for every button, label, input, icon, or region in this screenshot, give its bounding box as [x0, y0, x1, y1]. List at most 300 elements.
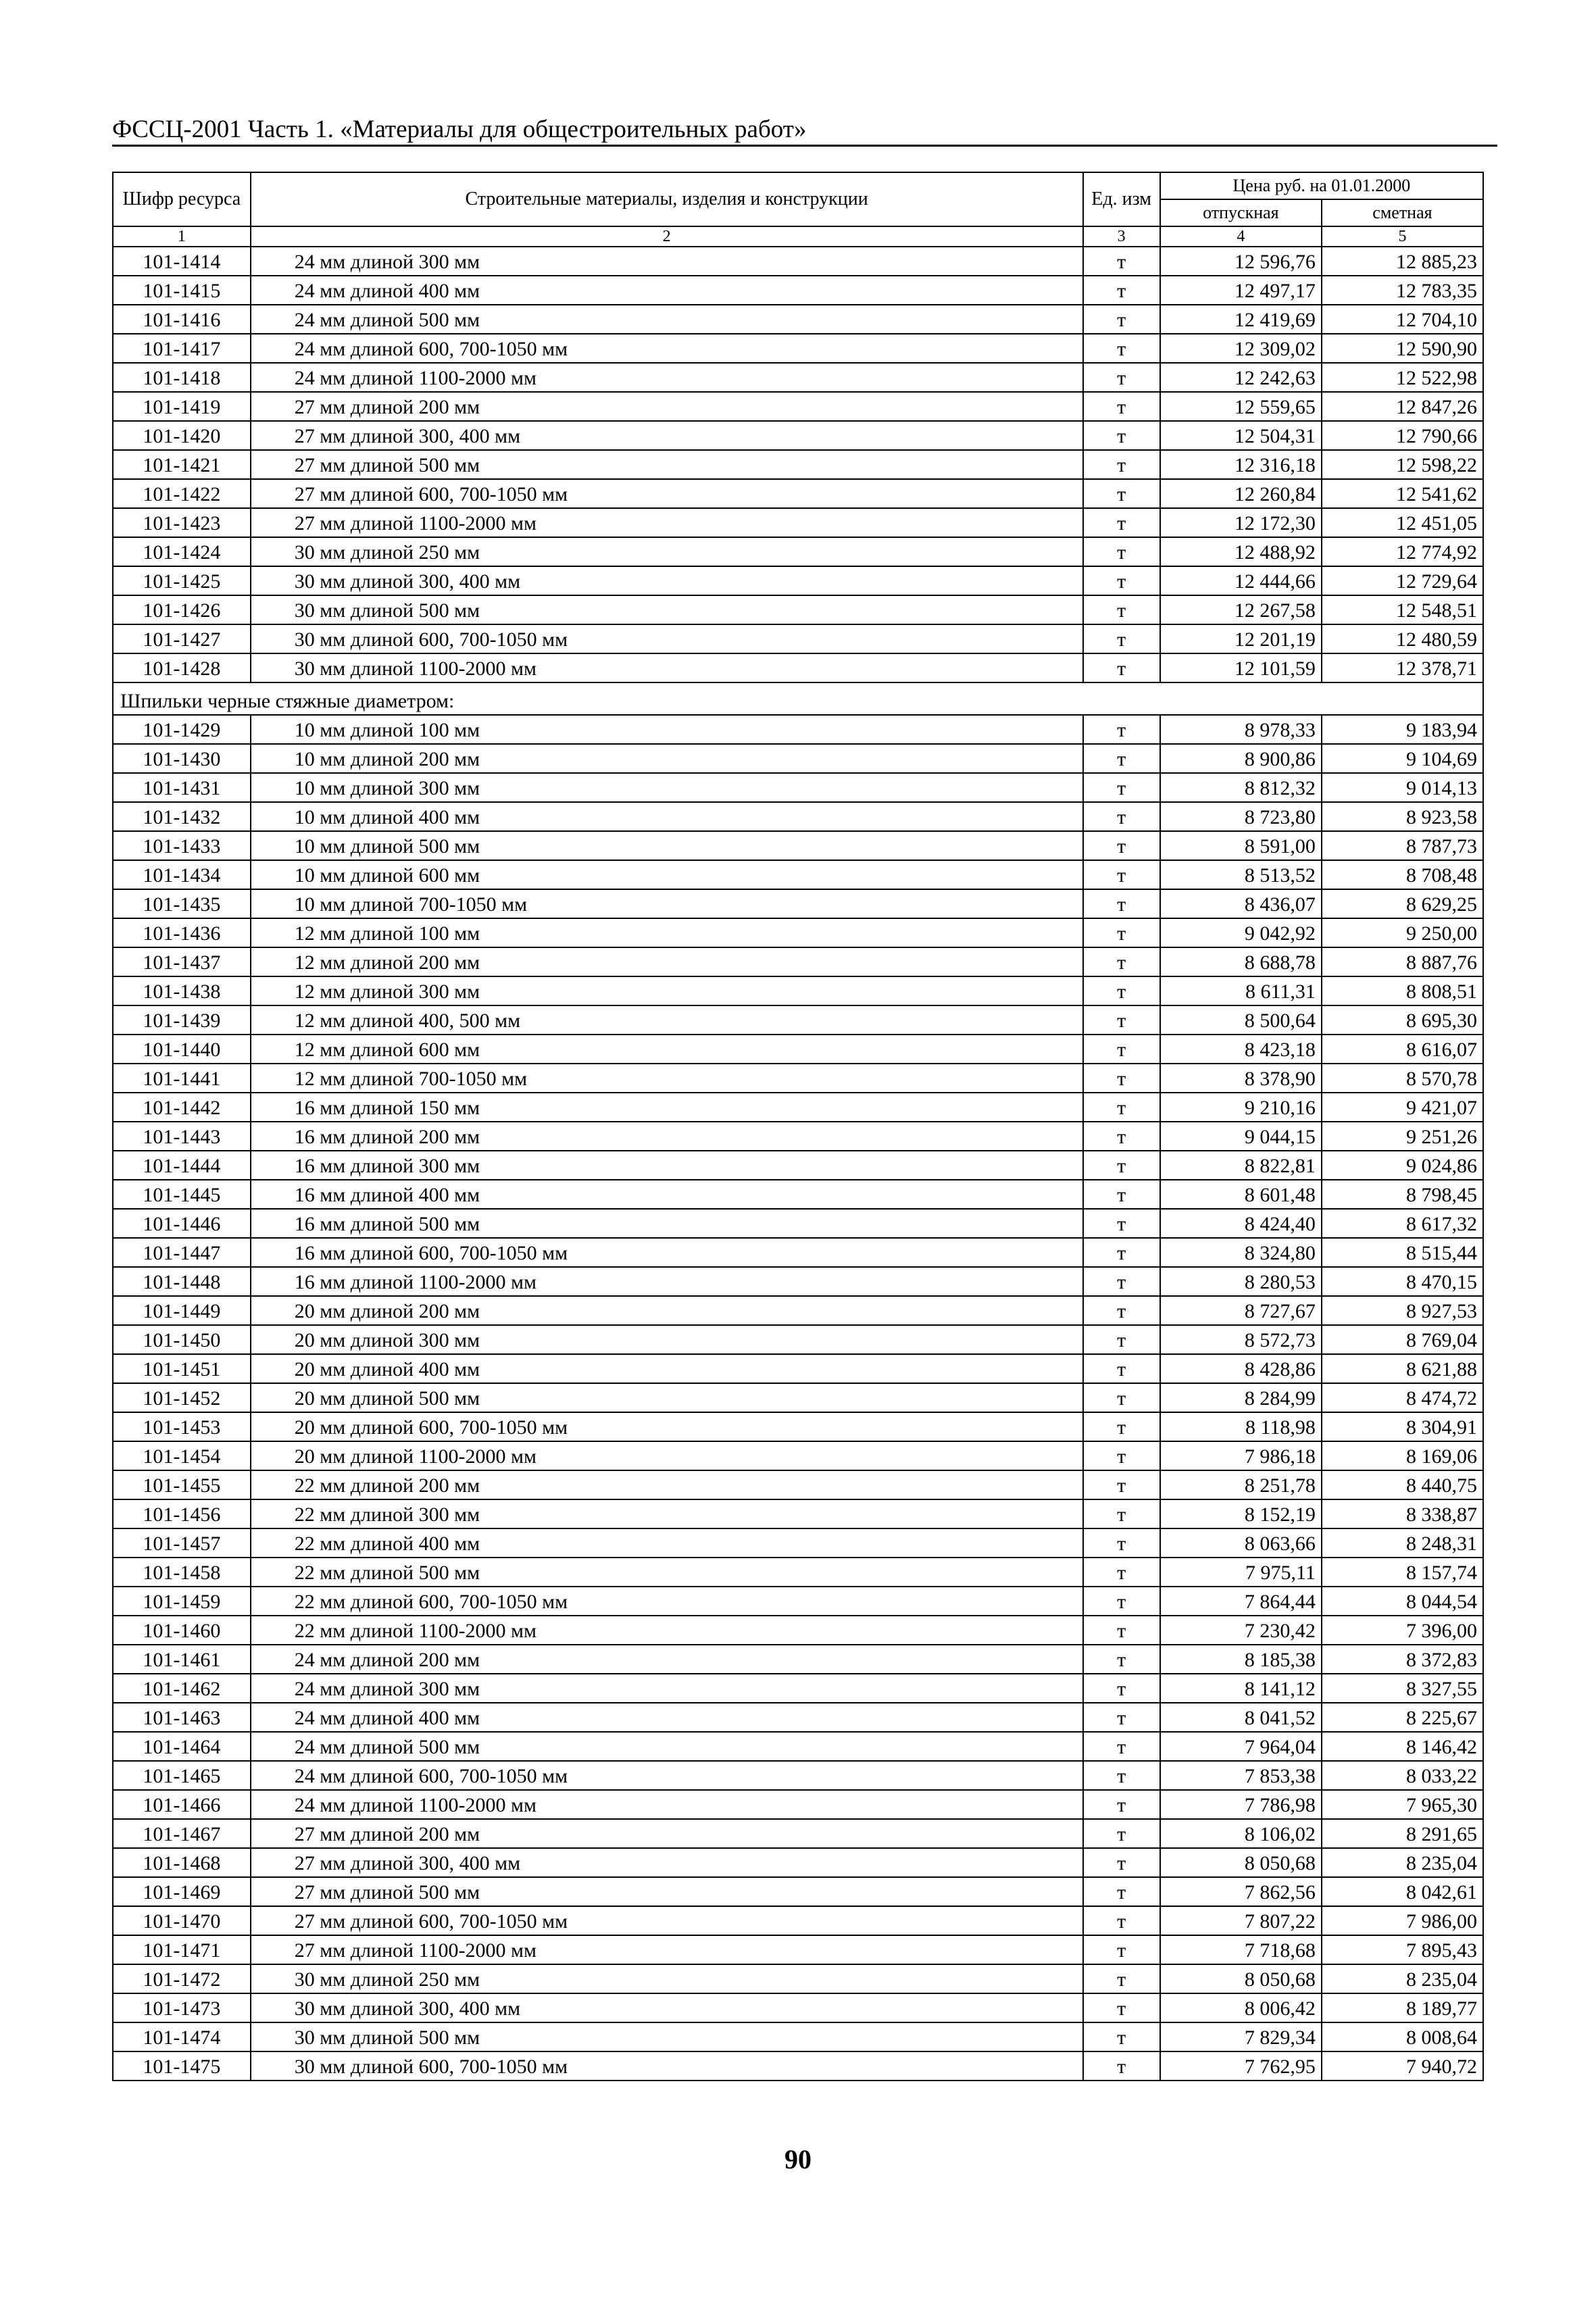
cell-unit: т	[1083, 1877, 1160, 1906]
cell-unit: т	[1083, 479, 1160, 508]
cell-release-price: 7 975,11	[1160, 1558, 1322, 1587]
cell-unit: т	[1083, 918, 1160, 947]
cell-estimate-price: 8 146,42	[1322, 1732, 1483, 1761]
cell-code: 101-1460	[113, 1616, 251, 1645]
cell-estimate-price: 8 044,54	[1322, 1587, 1483, 1616]
cell-name: 20 мм длиной 500 мм	[251, 1383, 1083, 1412]
cell-unit: т	[1083, 624, 1160, 653]
cell-release-price: 8 978,33	[1160, 715, 1322, 744]
table-row	[113, 1035, 1483, 1064]
cell-release-price: 8 601,48	[1160, 1180, 1322, 1209]
column-number-row	[113, 226, 1483, 247]
cell-estimate-price: 8 787,73	[1322, 831, 1483, 860]
table-row	[113, 976, 1483, 1005]
table-row	[113, 1906, 1483, 1935]
cell-code: 101-1474	[113, 2022, 251, 2051]
cell-code: 101-1432	[113, 802, 251, 831]
page-header: ФССЦ-2001 Часть 1. «Материалы для общестроительных работ»	[112, 116, 807, 143]
cell-unit: т	[1083, 1180, 1160, 1209]
cell-release-price: 12 497,17	[1160, 276, 1322, 305]
cell-code: 101-1428	[113, 653, 251, 682]
section-title: Шпильки черные стяжные диаметром:	[113, 682, 1483, 715]
cell-unit: т	[1083, 1848, 1160, 1877]
table-row	[113, 1209, 1483, 1238]
cell-unit: т	[1083, 2051, 1160, 2081]
cell-release-price: 12 419,69	[1160, 305, 1322, 334]
cell-estimate-price: 8 169,06	[1322, 1441, 1483, 1470]
cell-code: 101-1442	[113, 1093, 251, 1122]
cell-name: 30 мм длиной 250 мм	[251, 537, 1083, 566]
cell-code: 101-1464	[113, 1732, 251, 1761]
table-row	[113, 1238, 1483, 1267]
cell-unit: т	[1083, 1616, 1160, 1645]
cell-unit: т	[1083, 831, 1160, 860]
cell-release-price: 8 378,90	[1160, 1064, 1322, 1093]
cell-release-price: 8 324,80	[1160, 1238, 1322, 1267]
cell-release-price: 12 172,30	[1160, 508, 1322, 537]
cell-name: 27 мм длиной 1100-2000 мм	[251, 1935, 1083, 1964]
table-row	[113, 1325, 1483, 1354]
cell-estimate-price: 8 515,44	[1322, 1238, 1483, 1267]
table-row	[113, 1790, 1483, 1819]
table-row	[113, 1703, 1483, 1732]
cell-code: 101-1465	[113, 1761, 251, 1790]
cell-estimate-price: 12 774,92	[1322, 537, 1483, 566]
cell-code: 101-1443	[113, 1122, 251, 1151]
cell-name: 30 мм длиной 1100-2000 мм	[251, 653, 1083, 682]
table-row	[113, 1383, 1483, 1412]
cell-unit: т	[1083, 773, 1160, 802]
table-row	[113, 1354, 1483, 1383]
cell-release-price: 8 822,81	[1160, 1151, 1322, 1180]
cell-unit: т	[1083, 802, 1160, 831]
cell-unit: т	[1083, 744, 1160, 773]
cell-code: 101-1473	[113, 1993, 251, 2022]
cell-name: 10 мм длиной 500 мм	[251, 831, 1083, 860]
cell-estimate-price: 8 338,87	[1322, 1499, 1483, 1528]
cell-unit: т	[1083, 1151, 1160, 1180]
table-row	[113, 1674, 1483, 1703]
cell-release-price: 8 280,53	[1160, 1267, 1322, 1296]
cell-release-price: 8 423,18	[1160, 1035, 1322, 1064]
cell-release-price: 8 428,86	[1160, 1354, 1322, 1383]
header-code: Шифр ресурса	[113, 172, 251, 226]
table-row	[113, 773, 1483, 802]
page-number: 90	[784, 2144, 812, 2174]
cell-name: 16 мм длиной 150 мм	[251, 1093, 1083, 1122]
cell-unit: т	[1083, 2022, 1160, 2051]
table-row	[113, 276, 1483, 305]
cell-code: 101-1458	[113, 1558, 251, 1587]
cell-name: 10 мм длиной 700-1050 мм	[251, 889, 1083, 918]
cell-release-price: 8 284,99	[1160, 1383, 1322, 1412]
cell-release-price: 12 309,02	[1160, 334, 1322, 363]
header-price-group: Цена руб. на 01.01.2000	[1160, 172, 1483, 199]
cell-code: 101-1451	[113, 1354, 251, 1383]
cell-code: 101-1441	[113, 1064, 251, 1093]
cell-name: 24 мм длиной 300 мм	[251, 247, 1083, 276]
cell-name: 12 мм длиной 300 мм	[251, 976, 1083, 1005]
cell-name: 27 мм длиной 600, 700-1050 мм	[251, 479, 1083, 508]
cell-name: 24 мм длиной 600, 700-1050 мм	[251, 1761, 1083, 1790]
cell-name: 20 мм длиной 300 мм	[251, 1325, 1083, 1354]
cell-code: 101-1449	[113, 1296, 251, 1325]
table-row	[113, 918, 1483, 947]
cell-unit: т	[1083, 305, 1160, 334]
cell-release-price: 8 041,52	[1160, 1703, 1322, 1732]
cell-release-price: 8 688,78	[1160, 947, 1322, 976]
cell-release-price: 12 444,66	[1160, 566, 1322, 595]
cell-release-price: 8 723,80	[1160, 802, 1322, 831]
table-row	[113, 2022, 1483, 2051]
cell-release-price: 9 042,92	[1160, 918, 1322, 947]
cell-estimate-price: 12 790,66	[1322, 421, 1483, 450]
cell-estimate-price: 7 895,43	[1322, 1935, 1483, 1964]
cell-estimate-price: 12 729,64	[1322, 566, 1483, 595]
cell-unit: т	[1083, 1935, 1160, 1964]
table-row	[113, 595, 1483, 624]
cell-release-price: 12 596,76	[1160, 247, 1322, 276]
cell-estimate-price: 12 783,35	[1322, 276, 1483, 305]
cell-estimate-price: 12 704,10	[1322, 305, 1483, 334]
cell-name: 27 мм длиной 500 мм	[251, 1877, 1083, 1906]
cell-code: 101-1438	[113, 976, 251, 1005]
cell-release-price: 8 727,67	[1160, 1296, 1322, 1325]
table-row	[113, 1093, 1483, 1122]
cell-release-price: 7 762,95	[1160, 2051, 1322, 2081]
cell-code: 101-1437	[113, 947, 251, 976]
cell-name: 12 мм длиной 100 мм	[251, 918, 1083, 947]
cell-code: 101-1446	[113, 1209, 251, 1238]
cell-name: 24 мм длиной 1100-2000 мм	[251, 363, 1083, 392]
cell-name: 24 мм длиной 600, 700-1050 мм	[251, 334, 1083, 363]
cell-unit: т	[1083, 363, 1160, 392]
cell-name: 16 мм длиной 300 мм	[251, 1151, 1083, 1180]
cell-release-price: 8 812,32	[1160, 773, 1322, 802]
cell-name: 16 мм длиной 200 мм	[251, 1122, 1083, 1151]
cell-unit: т	[1083, 595, 1160, 624]
table-row	[113, 363, 1483, 392]
cell-name: 20 мм длиной 400 мм	[251, 1354, 1083, 1383]
cell-unit: т	[1083, 976, 1160, 1005]
cell-name: 24 мм длиной 500 мм	[251, 305, 1083, 334]
table-row	[113, 1151, 1483, 1180]
cell-unit: т	[1083, 450, 1160, 479]
cell-code: 101-1445	[113, 1180, 251, 1209]
cell-name: 24 мм длиной 400 мм	[251, 1703, 1083, 1732]
cell-estimate-price: 12 451,05	[1322, 508, 1483, 537]
header-release-price: отпускная	[1160, 199, 1322, 226]
table-row	[113, 802, 1483, 831]
cell-estimate-price: 12 548,51	[1322, 595, 1483, 624]
cell-estimate-price: 8 008,64	[1322, 2022, 1483, 2051]
cell-name: 24 мм длиной 300 мм	[251, 1674, 1083, 1703]
cell-unit: т	[1083, 1558, 1160, 1587]
cell-release-price: 12 316,18	[1160, 450, 1322, 479]
cell-estimate-price: 8 372,83	[1322, 1645, 1483, 1674]
cell-unit: т	[1083, 1499, 1160, 1528]
table-row	[113, 1441, 1483, 1470]
cell-code: 101-1457	[113, 1528, 251, 1558]
cell-unit: т	[1083, 1674, 1160, 1703]
cell-estimate-price: 8 189,77	[1322, 1993, 1483, 2022]
cell-code: 101-1468	[113, 1848, 251, 1877]
cell-name: 22 мм длиной 300 мм	[251, 1499, 1083, 1528]
cell-release-price: 12 559,65	[1160, 392, 1322, 421]
cell-release-price: 7 986,18	[1160, 1441, 1322, 1470]
table-row	[113, 1412, 1483, 1441]
cell-estimate-price: 9 421,07	[1322, 1093, 1483, 1122]
cell-name: 30 мм длиной 600, 700-1050 мм	[251, 624, 1083, 653]
cell-release-price: 8 050,68	[1160, 1964, 1322, 1993]
table-row	[113, 1761, 1483, 1790]
cell-release-price: 9 210,16	[1160, 1093, 1322, 1122]
cell-unit: т	[1083, 392, 1160, 421]
cell-code: 101-1426	[113, 595, 251, 624]
cell-name: 24 мм длиной 400 мм	[251, 276, 1083, 305]
header-rule	[112, 145, 1497, 147]
cell-estimate-price: 8 327,55	[1322, 1674, 1483, 1703]
cell-estimate-price: 12 885,23	[1322, 247, 1483, 276]
table-row	[113, 1064, 1483, 1093]
table-row	[113, 624, 1483, 653]
cell-name: 27 мм длиной 200 мм	[251, 392, 1083, 421]
cell-name: 12 мм длиной 400, 500 мм	[251, 1005, 1083, 1035]
cell-name: 10 мм длиной 600 мм	[251, 860, 1083, 889]
cell-estimate-price: 12 522,98	[1322, 363, 1483, 392]
cell-name: 22 мм длиной 600, 700-1050 мм	[251, 1587, 1083, 1616]
cell-estimate-price: 8 304,91	[1322, 1412, 1483, 1441]
table-row	[113, 1877, 1483, 1906]
cell-name: 12 мм длиной 700-1050 мм	[251, 1064, 1083, 1093]
cell-code: 101-1421	[113, 450, 251, 479]
cell-unit: т	[1083, 1906, 1160, 1935]
table-body-part-2	[113, 715, 1483, 2081]
table-row	[113, 860, 1483, 889]
cell-release-price: 8 106,02	[1160, 1819, 1322, 1848]
cell-name: 30 мм длиной 500 мм	[251, 2022, 1083, 2051]
cell-name: 10 мм длиной 300 мм	[251, 773, 1083, 802]
cell-estimate-price: 8 235,04	[1322, 1964, 1483, 1993]
cell-release-price: 8 006,42	[1160, 1993, 1322, 2022]
table-header	[113, 172, 1483, 247]
table-row	[113, 715, 1483, 744]
cell-unit: т	[1083, 537, 1160, 566]
cell-name: 27 мм длиной 200 мм	[251, 1819, 1083, 1848]
cell-name: 22 мм длиной 500 мм	[251, 1558, 1083, 1587]
cell-unit: т	[1083, 1645, 1160, 1674]
cell-code: 101-1444	[113, 1151, 251, 1180]
cell-code: 101-1471	[113, 1935, 251, 1964]
cell-estimate-price: 12 590,90	[1322, 334, 1483, 363]
table-row	[113, 537, 1483, 566]
cell-estimate-price: 8 235,04	[1322, 1848, 1483, 1877]
cell-estimate-price: 8 470,15	[1322, 1267, 1483, 1296]
cell-unit: т	[1083, 1587, 1160, 1616]
cell-release-price: 8 500,64	[1160, 1005, 1322, 1035]
cell-unit: т	[1083, 1005, 1160, 1035]
cell-code: 101-1419	[113, 392, 251, 421]
cell-unit: т	[1083, 947, 1160, 976]
table-row	[113, 566, 1483, 595]
table-row	[113, 450, 1483, 479]
cell-code: 101-1463	[113, 1703, 251, 1732]
cell-name: 27 мм длиной 600, 700-1050 мм	[251, 1906, 1083, 1935]
cell-name: 16 мм длиной 1100-2000 мм	[251, 1267, 1083, 1296]
cell-code: 101-1456	[113, 1499, 251, 1528]
cell-release-price: 7 786,98	[1160, 1790, 1322, 1819]
cell-name: 16 мм длиной 600, 700-1050 мм	[251, 1238, 1083, 1267]
cell-estimate-price: 7 986,00	[1322, 1906, 1483, 1935]
table-row	[113, 1587, 1483, 1616]
table-row	[113, 305, 1483, 334]
table-row	[113, 831, 1483, 860]
table-row	[113, 508, 1483, 537]
table-body-part-1	[113, 247, 1483, 682]
cell-code: 101-1434	[113, 860, 251, 889]
cell-estimate-price: 12 541,62	[1322, 479, 1483, 508]
cell-code: 101-1417	[113, 334, 251, 363]
cell-unit: т	[1083, 1761, 1160, 1790]
table-row	[113, 1122, 1483, 1151]
cell-code: 101-1454	[113, 1441, 251, 1470]
cell-estimate-price: 12 480,59	[1322, 624, 1483, 653]
cell-name: 27 мм длиной 1100-2000 мм	[251, 508, 1083, 537]
table-row	[113, 1470, 1483, 1499]
cell-estimate-price: 8 225,67	[1322, 1703, 1483, 1732]
cell-release-price: 7 862,56	[1160, 1877, 1322, 1906]
header-unit: Ед. изм	[1083, 172, 1160, 226]
cell-code: 101-1427	[113, 624, 251, 653]
cell-name: 24 мм длиной 500 мм	[251, 1732, 1083, 1761]
cell-estimate-price: 9 024,86	[1322, 1151, 1483, 1180]
cell-estimate-price: 8 887,76	[1322, 947, 1483, 976]
cell-name: 24 мм длиной 200 мм	[251, 1645, 1083, 1674]
cell-code: 101-1459	[113, 1587, 251, 1616]
table-row	[113, 1732, 1483, 1761]
cell-unit: т	[1083, 1209, 1160, 1238]
table-row	[113, 653, 1483, 682]
column-number: 5	[1322, 226, 1483, 247]
cell-code: 101-1462	[113, 1674, 251, 1703]
column-number: 4	[1160, 226, 1322, 247]
cell-code: 101-1431	[113, 773, 251, 802]
price-table	[112, 172, 1484, 2081]
cell-unit: т	[1083, 508, 1160, 537]
cell-unit: т	[1083, 1790, 1160, 1819]
cell-code: 101-1429	[113, 715, 251, 744]
cell-unit: т	[1083, 421, 1160, 450]
cell-estimate-price: 8 927,53	[1322, 1296, 1483, 1325]
section-header	[113, 682, 1483, 715]
cell-code: 101-1416	[113, 305, 251, 334]
cell-unit: т	[1083, 860, 1160, 889]
cell-unit: т	[1083, 1325, 1160, 1354]
cell-code: 101-1422	[113, 479, 251, 508]
cell-estimate-price: 8 617,32	[1322, 1209, 1483, 1238]
table-row	[113, 334, 1483, 363]
cell-estimate-price: 7 940,72	[1322, 2051, 1483, 2081]
header-estimate-price: сметная	[1322, 199, 1483, 226]
cell-unit: т	[1083, 1267, 1160, 1296]
cell-estimate-price: 8 769,04	[1322, 1325, 1483, 1354]
cell-name: 30 мм длиной 300, 400 мм	[251, 1993, 1083, 2022]
cell-name: 30 мм длиной 500 мм	[251, 595, 1083, 624]
table-row	[113, 1005, 1483, 1035]
cell-unit: т	[1083, 1470, 1160, 1499]
cell-name: 22 мм длиной 400 мм	[251, 1528, 1083, 1558]
cell-code: 101-1420	[113, 421, 251, 450]
cell-name: 16 мм длиной 400 мм	[251, 1180, 1083, 1209]
cell-release-price: 8 513,52	[1160, 860, 1322, 889]
table-row	[113, 889, 1483, 918]
cell-code: 101-1415	[113, 276, 251, 305]
table-row	[113, 1935, 1483, 1964]
cell-code: 101-1436	[113, 918, 251, 947]
table-row	[113, 1616, 1483, 1645]
cell-name: 10 мм длиной 100 мм	[251, 715, 1083, 744]
cell-code: 101-1418	[113, 363, 251, 392]
cell-code: 101-1467	[113, 1819, 251, 1848]
cell-estimate-price: 9 183,94	[1322, 715, 1483, 744]
cell-release-price: 9 044,15	[1160, 1122, 1322, 1151]
cell-release-price: 7 853,38	[1160, 1761, 1322, 1790]
cell-estimate-price: 8 808,51	[1322, 976, 1483, 1005]
cell-estimate-price: 8 474,72	[1322, 1383, 1483, 1412]
table-row	[113, 1848, 1483, 1877]
cell-name: 30 мм длиной 600, 700-1050 мм	[251, 2051, 1083, 2081]
cell-code: 101-1425	[113, 566, 251, 595]
cell-name: 27 мм длиной 300, 400 мм	[251, 1848, 1083, 1877]
cell-unit: т	[1083, 1354, 1160, 1383]
table-row	[113, 1499, 1483, 1528]
table-row	[113, 421, 1483, 450]
cell-name: 22 мм длиной 200 мм	[251, 1470, 1083, 1499]
cell-code: 101-1472	[113, 1964, 251, 1993]
cell-unit: т	[1083, 1064, 1160, 1093]
table-row	[113, 1180, 1483, 1209]
cell-release-price: 7 230,42	[1160, 1616, 1322, 1645]
cell-unit: т	[1083, 1296, 1160, 1325]
table-row	[113, 1296, 1483, 1325]
cell-code: 101-1430	[113, 744, 251, 773]
cell-estimate-price: 12 598,22	[1322, 450, 1483, 479]
header-name: Строительные материалы, изделия и конструкции	[251, 172, 1083, 226]
cell-unit: т	[1083, 1528, 1160, 1558]
cell-estimate-price: 8 440,75	[1322, 1470, 1483, 1499]
cell-release-price: 12 260,84	[1160, 479, 1322, 508]
table-row	[113, 1267, 1483, 1296]
cell-release-price: 8 591,00	[1160, 831, 1322, 860]
table-row	[113, 479, 1483, 508]
table-row	[113, 1819, 1483, 1848]
cell-unit: т	[1083, 1964, 1160, 1993]
cell-unit: т	[1083, 653, 1160, 682]
cell-unit: т	[1083, 334, 1160, 363]
cell-estimate-price: 9 251,26	[1322, 1122, 1483, 1151]
cell-unit: т	[1083, 1441, 1160, 1470]
cell-estimate-price: 12 847,26	[1322, 392, 1483, 421]
cell-release-price: 8 611,31	[1160, 976, 1322, 1005]
cell-name: 10 мм длиной 200 мм	[251, 744, 1083, 773]
cell-release-price: 8 152,19	[1160, 1499, 1322, 1528]
table-row	[113, 1558, 1483, 1587]
cell-release-price: 8 185,38	[1160, 1645, 1322, 1674]
cell-release-price: 8 436,07	[1160, 889, 1322, 918]
cell-release-price: 12 201,19	[1160, 624, 1322, 653]
cell-release-price: 8 251,78	[1160, 1470, 1322, 1499]
table-row	[113, 1645, 1483, 1674]
